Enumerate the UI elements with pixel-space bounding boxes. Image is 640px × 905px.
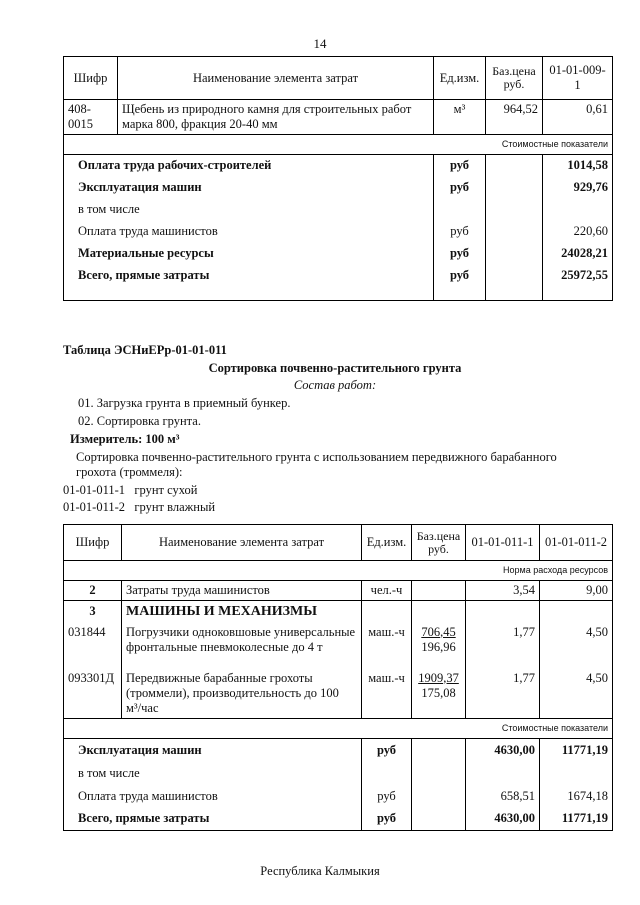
cost-value-2: 11771,19 xyxy=(540,808,613,831)
cost-value-2: 1674,18 xyxy=(540,785,613,808)
cost-value-1: 658,51 xyxy=(466,785,540,808)
cost-empty xyxy=(486,221,543,243)
header-name: Наименование элемента затрат xyxy=(122,525,362,561)
work-title: Состав работ: xyxy=(293,378,377,392)
section-label: Норма расхода ресурсов xyxy=(64,561,613,581)
cost-empty xyxy=(412,762,466,785)
cost-unit: руб xyxy=(362,739,412,762)
machine-price xyxy=(412,669,466,719)
machine-value-1: 1,77 xyxy=(466,623,540,669)
cost-unit xyxy=(362,762,412,785)
cost-row xyxy=(64,155,613,177)
machine-price xyxy=(412,623,466,669)
header-price: Баз.цена руб. xyxy=(486,57,543,100)
header-unit: Ед.изм. xyxy=(434,57,486,100)
machine-price-labor: 196,96 xyxy=(421,639,456,654)
machines-title: МАШИНЫ И МЕХАНИЗМЫ xyxy=(122,601,362,623)
cost-unit: руб xyxy=(434,221,486,243)
cost-empty xyxy=(412,785,466,808)
header-norm-1: 01-01-011-1 xyxy=(466,525,540,561)
cost-name: Всего, прямые затраты xyxy=(64,808,362,831)
work-item-2: 02. Сортировка грунта. xyxy=(78,414,201,428)
cost-empty xyxy=(486,243,543,265)
labor-name: Затраты труда машинистов xyxy=(122,581,362,601)
labor-value-1: 3,54 xyxy=(466,581,540,601)
cost-empty xyxy=(486,199,543,221)
row-price: 964,52 xyxy=(486,100,543,135)
row-value: 0,61 xyxy=(543,100,613,135)
header-code: Шифр xyxy=(64,525,122,561)
cost-empty xyxy=(412,739,466,762)
machine-code: 031844 xyxy=(64,623,122,669)
cost-value: 929,76 xyxy=(543,177,613,199)
cost-empty xyxy=(486,177,543,199)
cost-row xyxy=(64,177,613,199)
machine-row xyxy=(64,669,613,719)
cost-value: 220,60 xyxy=(543,221,613,243)
cost-value-1: 4630,00 xyxy=(466,808,540,831)
cost-name: Оплата труда машинистов xyxy=(64,785,362,808)
cost-value: 25972,55 xyxy=(543,265,613,287)
cost-row xyxy=(64,243,613,265)
header-price: Баз.цена руб. xyxy=(412,525,466,561)
cost-row xyxy=(64,762,613,785)
section-label: Стоимостные показатели xyxy=(64,719,613,739)
machine-price-labor: 175,08 xyxy=(421,685,456,700)
cost-unit: руб xyxy=(434,265,486,287)
variant-1: 01-01-011-1 грунт сухой xyxy=(63,483,198,497)
cost-name: Эксплуатация машин xyxy=(64,177,434,199)
cost-empty xyxy=(486,155,543,177)
cost-value-1: 4630,00 xyxy=(466,739,540,762)
cost-value xyxy=(543,199,613,221)
header-name: Наименование элемента затрат xyxy=(118,57,434,100)
machine-value-2: 4,50 xyxy=(540,623,613,669)
cost-name: в том числе xyxy=(64,199,434,221)
cost-table-1 xyxy=(63,56,613,301)
cost-value-2 xyxy=(540,762,613,785)
meter: Измеритель: 100 м³ xyxy=(70,432,180,446)
cost-row xyxy=(64,265,613,287)
cost-value-1 xyxy=(466,762,540,785)
cost-empty xyxy=(486,265,543,287)
cost-row xyxy=(64,221,613,243)
machine-row xyxy=(64,623,613,669)
page-number: 14 xyxy=(313,36,327,51)
machine-value-1: 1,77 xyxy=(466,669,540,719)
machine-price-base: 706,45 xyxy=(421,624,456,639)
cost-value: 24028,21 xyxy=(543,243,613,265)
header-code: Шифр xyxy=(64,57,118,100)
header-unit: Ед.изм. xyxy=(362,525,412,561)
section-heading: Сортировка почвенно-растительного грунта xyxy=(208,361,462,375)
cost-name: Эксплуатация машин xyxy=(64,739,362,762)
cost-table-2 xyxy=(63,524,613,831)
cost-row xyxy=(64,808,613,831)
row-name: Щебень из природного камня для строительных работ марка 800, фракция 20-40 мм xyxy=(118,100,434,135)
labor-value-2: 9,00 xyxy=(540,581,613,601)
machine-price-base: 1909,37 xyxy=(418,670,459,685)
work-item-1: 01. Загрузка грунта в приемный бункер. xyxy=(78,396,291,410)
header-norm: 01-01-009-1 xyxy=(543,57,613,100)
cost-value-2: 11771,19 xyxy=(540,739,613,762)
cost-unit: руб xyxy=(434,155,486,177)
cost-empty xyxy=(412,808,466,831)
cost-row xyxy=(64,739,613,762)
table-row xyxy=(64,100,613,135)
cost-unit: руб xyxy=(434,177,486,199)
footer: Республика Калмыкия xyxy=(260,864,380,878)
cost-unit xyxy=(434,199,486,221)
section-label: Стоимостные показатели xyxy=(64,135,613,155)
cost-value: 1014,58 xyxy=(543,155,613,177)
cost-unit: руб xyxy=(362,808,412,831)
header-norm-2: 01-01-011-2 xyxy=(540,525,613,561)
row-unit: м³ xyxy=(434,100,486,135)
machine-unit: маш.-ч xyxy=(362,669,412,719)
labor-code: 2 xyxy=(64,581,122,601)
machine-unit: маш.-ч xyxy=(362,623,412,669)
cost-name: в том числе xyxy=(64,762,362,785)
cost-name: Материальные ресурсы xyxy=(64,243,434,265)
labor-unit: чел.-ч xyxy=(362,581,412,601)
machine-name: Передвижные барабанные грохоты (троммели), производительность до 100 м³/час xyxy=(122,669,362,719)
machine-name: Погрузчики одноковшовые универсальные фронтальные пневмоколесные до 4 т xyxy=(122,623,362,669)
row-code: 408-0015 xyxy=(64,100,118,135)
cost-unit: руб xyxy=(434,243,486,265)
cost-unit: руб xyxy=(362,785,412,808)
description: Сортировка почвенно-растительного грунта с использованием передвижного барабанного грохота (троммеля): xyxy=(76,450,557,479)
cost-name: Оплата труда рабочих-строителей xyxy=(64,155,434,177)
cost-row xyxy=(64,785,613,808)
variant-2: 01-01-011-2 грунт влажный xyxy=(63,500,216,514)
cost-row xyxy=(64,199,613,221)
table-title: Таблица ЭСНиЕРр-01-01-011 xyxy=(63,343,227,357)
cost-name: Всего, прямые затраты xyxy=(64,265,434,287)
table-row xyxy=(64,581,613,601)
machines-code: 3 xyxy=(64,601,122,623)
cost-name: Оплата труда машинистов xyxy=(64,221,434,243)
machine-value-2: 4,50 xyxy=(540,669,613,719)
machine-code: 093301Д xyxy=(64,669,122,719)
